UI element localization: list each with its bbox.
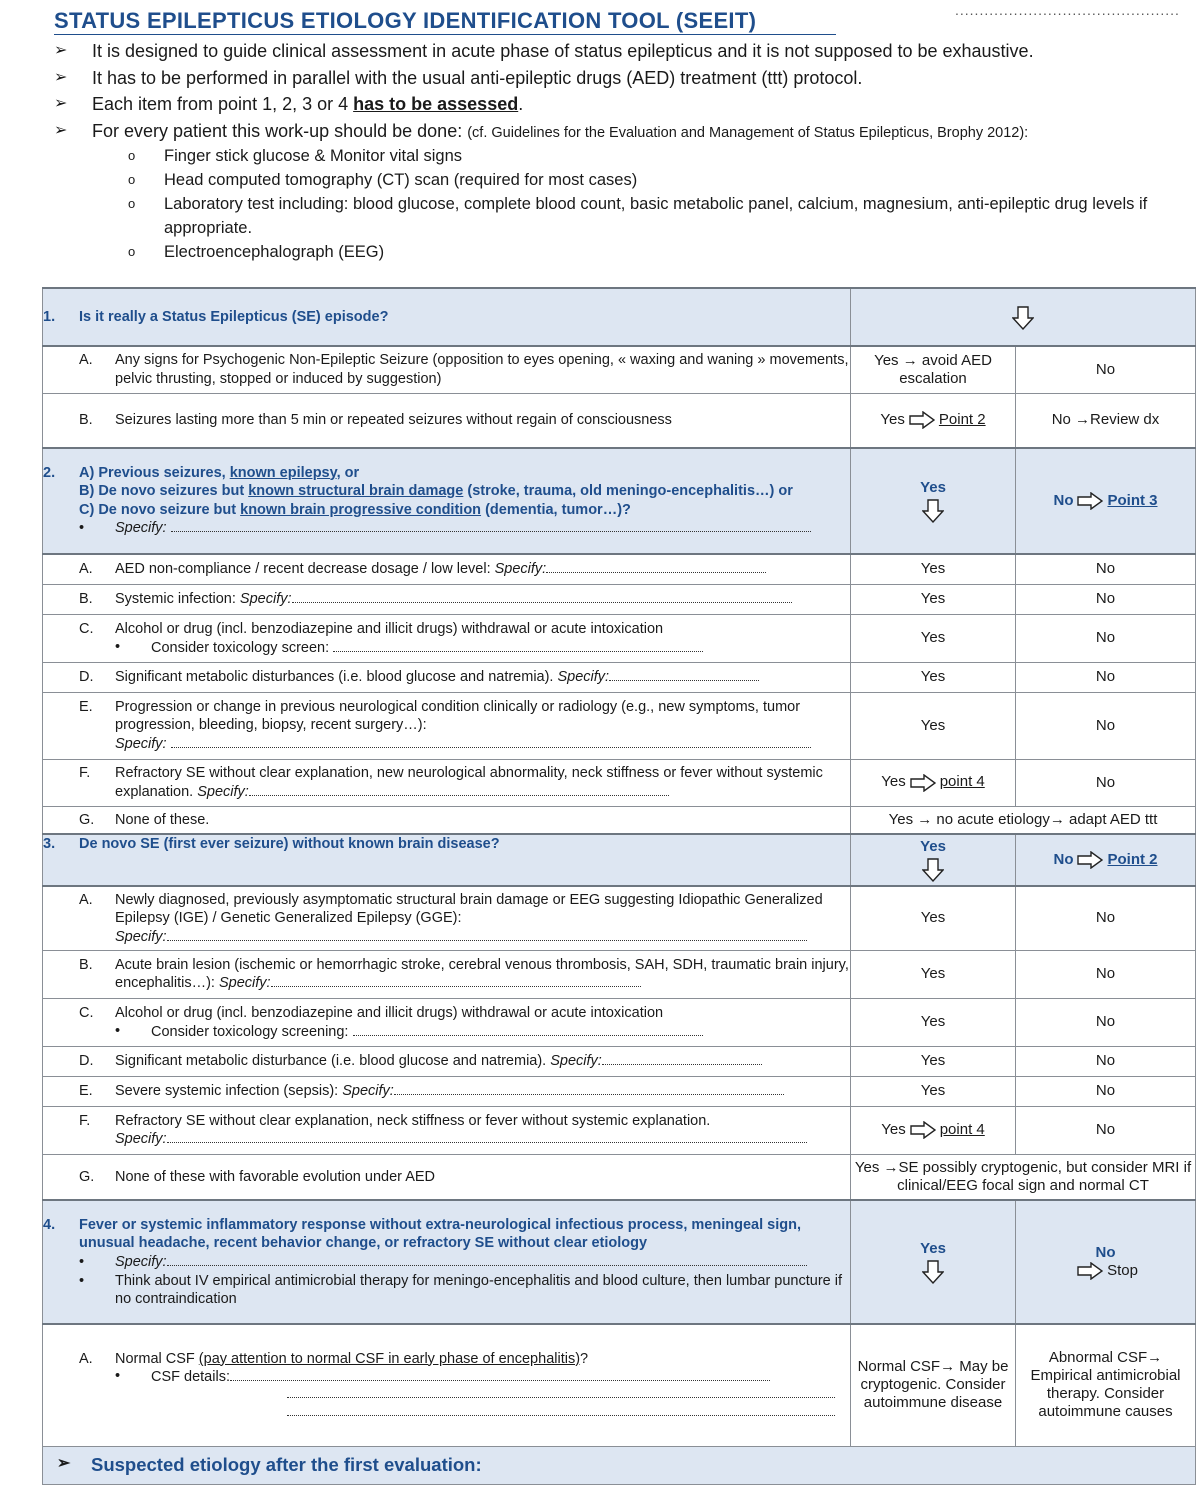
point-2a-row: A. AED non-compliance / recent decrease dosage / low level: Specify: Yes No (43, 554, 1196, 584)
arrow-bullet-icon: ➢ (54, 68, 68, 86)
point-1a-row: A. Any signs for Psychogenic Non-Epileptic Seizure (opposition to eyes opening, « waxing and waning » movements, pelvic thrusting, stopped or induced by suggestion) Yes → avoid AED escalation No (43, 346, 1196, 393)
goto-point-3-link[interactable]: Point 3 (1107, 491, 1158, 509)
right-arrow-icon (910, 774, 936, 792)
point-2f-row: F. Refractory SE without clear explanation, new neurological abnormality, neck stiffness or fever without systemic explanation. Specify: Yes point 4 No (43, 759, 1196, 806)
right-arrow-icon (1077, 851, 1103, 869)
down-arrow-icon (1012, 306, 1034, 330)
intro-section (54, 38, 1194, 264)
point-2d-row: D. Significant metabolic disturbances (i.e. blood glucose and natremia). Specify: Yes No (43, 662, 1196, 692)
point-2g-row: G. None of these. Yes → no acute etiology→ adapt AED ttt (43, 806, 1196, 834)
point-3c-row: C. Alcohol or drug (incl. benzodiazepine and illicit drugs) withdrawal or acute intoxication • Consider toxicology screening: Yes No (43, 998, 1196, 1046)
point-3d-row: D. Significant metabolic disturbance (i.e. blood glucose and natremia). Specify: Yes No (43, 1046, 1196, 1076)
point-1b-no[interactable]: No →Review dx (1016, 393, 1196, 448)
point-4a-yes[interactable]: Normal CSF→ May be cryptogenic. Consider autoimmune disease (851, 1324, 1016, 1446)
point-3c-yes[interactable]: Yes (851, 998, 1016, 1046)
point-2e-no[interactable]: No (1016, 692, 1196, 759)
point-2f-no[interactable]: No (1016, 759, 1196, 806)
point-3d-yes[interactable]: Yes (851, 1046, 1016, 1076)
suspected-etiology-row (43, 1446, 1196, 1484)
arrow-bullet-icon: ➢ (54, 95, 68, 112)
right-arrow-icon (909, 411, 935, 429)
point-2e-row: E. Progression or change in previous neurological condition clinically or radiology (e.g., new symptoms, tumor progression, bleeding, biopsy, recent surgery…): Specify: Yes No (43, 692, 1196, 759)
right-arrow-icon (1077, 1262, 1103, 1280)
point-3f-row: F. Refractory SE without clear explanation, neck stiffness or fever without systemic explanation. Specify: Yes point 4 No (43, 1106, 1196, 1154)
workup-item-eeg: o Electroencephalograph (EEG) (128, 243, 385, 261)
point-3g-row: G. None of these with favorable evolution under AED Yes →SE possibly cryptogenic, but consider MRI if clinical/EEG focal sign and normal CT (43, 1154, 1196, 1200)
point-3e-yes[interactable]: Yes (851, 1076, 1016, 1106)
point-3b-yes[interactable]: Yes (851, 950, 1016, 998)
point-1b-row: B. Seizures lasting more than 5 min or repeated seizures without regain of consciousness Yes Point 2 No →Review dx (43, 393, 1196, 448)
right-arrow-icon (910, 1121, 936, 1139)
point-4-no[interactable]: No Stop (1016, 1200, 1196, 1324)
workup-item-ct: o Head computed tomography (CT) scan (required for most cases) (128, 171, 638, 189)
point-2b-row: B. Systemic infection: Specify: Yes No (43, 584, 1196, 614)
point-3f-no[interactable]: No (1016, 1106, 1196, 1154)
seeit-table (42, 287, 1196, 1485)
suspected-etiology-label: Suspected etiology after the first evaluation: (91, 1454, 482, 1475)
title-dotted-line: .............................................. (955, 2, 1180, 18)
point-3-no[interactable]: No Point 2 (1016, 834, 1196, 886)
point-2b-no[interactable]: No (1016, 584, 1196, 614)
point-1a-yes[interactable]: Yes → avoid AED escalation (851, 346, 1016, 393)
point-2c-row: C. Alcohol or drug (incl. benzodiazepine and illicit drugs) withdrawal or acute intoxication • Consider toxicology screen: Yes No (43, 614, 1196, 662)
point-2b-yes[interactable]: Yes (851, 584, 1016, 614)
point-3a-yes[interactable]: Yes (851, 886, 1016, 950)
point-3g-answer[interactable]: Yes →SE possibly cryptogenic, but consider MRI if clinical/EEG focal sign and normal CT (851, 1154, 1196, 1200)
point-3f-yes[interactable]: Yes point 4 (851, 1106, 1016, 1154)
intro-bullet-1: ➢ It is designed to guide clinical assessment in acute phase of status epilepticus and it is not supposed to be exhaustive. (54, 38, 1194, 65)
right-arrow-icon (1077, 492, 1103, 510)
goto-point-2-link[interactable]: Point 2 (938, 411, 986, 429)
arrow-bullet-icon: ➢ (54, 121, 68, 139)
point-2e-yes[interactable]: Yes (851, 692, 1016, 759)
point-4a-no[interactable]: Abnormal CSF→ Empirical antimicrobial therapy. Consider autoimmune causes (1016, 1324, 1196, 1446)
point-3d-no[interactable]: No (1016, 1046, 1196, 1076)
point-3b-row: B. Acute brain lesion (ischemic or hemorrhagic stroke, cerebral venous thrombosis, SAH, SDH, traumatic brain injury, encephalitis…): Specify: Yes No (43, 950, 1196, 998)
workup-item-lab: o Laboratory test including: blood glucose, complete blood count, basic metabolic panel, calcium, magnesium, anti-epileptic drug levels if appropriate. (128, 195, 1148, 237)
point-2f-yes[interactable]: Yes point 4 (851, 759, 1016, 806)
point-2d-no[interactable]: No (1016, 662, 1196, 692)
point-1-header: 1. Is it really a Status Epilepticus (SE) episode? (43, 288, 1196, 346)
intro-bullet-4: ➢ For every patient this work-up should be done: (cf. Guidelines for the Evaluation and Management of Status Epilepticus, Brophy 2012): (54, 118, 1194, 145)
point-2c-no[interactable]: No (1016, 614, 1196, 662)
point-2g-answer[interactable]: Yes → no acute etiology→ adapt AED ttt (851, 806, 1196, 834)
point-3e-no[interactable]: No (1016, 1076, 1196, 1106)
point-2-no[interactable]: No Point 3 (1016, 448, 1196, 554)
point-3e-row: E. Severe systemic infection (sepsis): Specify: Yes No (43, 1076, 1196, 1106)
goto-point-4-link[interactable]: point 4 (939, 773, 985, 791)
point-2-yes[interactable]: Yes (851, 448, 1016, 554)
arrow-bullet-icon: ➢ (57, 1454, 71, 1472)
workup-item-glucose: o Finger stick glucose & Monitor vital signs (128, 147, 463, 165)
down-arrow-icon (922, 499, 944, 523)
point-3-header: 3. De novo SE (first ever seizure) without known brain disease? Yes No Point 2 (43, 834, 1196, 886)
down-arrow-icon (922, 858, 944, 882)
point-2a-no[interactable]: No (1016, 554, 1196, 584)
point-2-header: 2. A) Previous seizures, known epilepsy, or B) De novo seizures but known structural brain damage (stroke, trauma, old meningo-encephalitis…) or C) De novo seizure but known brain progressive condition (dementia, tumor…)? • Specify: Yes No Point 3 (43, 448, 1196, 554)
goto-point-2-link[interactable]: Point 2 (1107, 850, 1158, 868)
page-title: STATUS EPILEPTICUS ETIOLOGY IDENTIFICATION TOOL (SEEIT) (54, 8, 836, 35)
point-3-yes[interactable]: Yes (851, 834, 1016, 886)
intro-bullet-3: ➢ Each item from point 1, 2, 3 or 4 has to be assessed. (54, 91, 1194, 118)
point-4-header: 4. Fever or systemic inflammatory response without extra-neurological infectious process, meningeal sign, unusual headache, recent behavior change, or refractory SE without clear etiology • Specify: • Think about IV empirical antimicrobial therapy for meningo-encephalitis and blood culture, then lumbar puncture if no contraindication Yes No Stop (43, 1200, 1196, 1324)
arrow-bullet-icon: ➢ (54, 42, 68, 59)
point-2d-yes[interactable]: Yes (851, 662, 1016, 692)
point-4a-row: A. Normal CSF (pay attention to normal CSF in early phase of encephalitis)? • CSF details: Normal CSF→ May be cryptogenic. Consider autoimmune disease Abnormal CSF→ Empirical antimicrobial therapy. Consider autoimmune causes (43, 1324, 1196, 1446)
point-3a-no[interactable]: No (1016, 886, 1196, 950)
point-1a-no[interactable]: No (1016, 346, 1196, 393)
point-1b-yes[interactable]: Yes Point 2 (851, 393, 1016, 448)
point-3c-no[interactable]: No (1016, 998, 1196, 1046)
point-3b-no[interactable]: No (1016, 950, 1196, 998)
intro-bullet-2: ➢ It has to be performed in parallel with the usual anti-epileptic drugs (AED) treatment (ttt) protocol. (54, 65, 1194, 92)
point-2a-yes[interactable]: Yes (851, 554, 1016, 584)
point-2c-yes[interactable]: Yes (851, 614, 1016, 662)
down-arrow-icon (922, 1260, 944, 1284)
goto-point-4-link[interactable]: point 4 (939, 1120, 985, 1138)
point-4-yes[interactable]: Yes (851, 1200, 1016, 1324)
point-3a-row: A. Newly diagnosed, previously asymptomatic structural brain damage or EEG suggesting Idiopathic Generalized Epilepsy (IGE) / Genetic Generalized Epilepsy (GGE): Specify: Yes No (43, 886, 1196, 950)
